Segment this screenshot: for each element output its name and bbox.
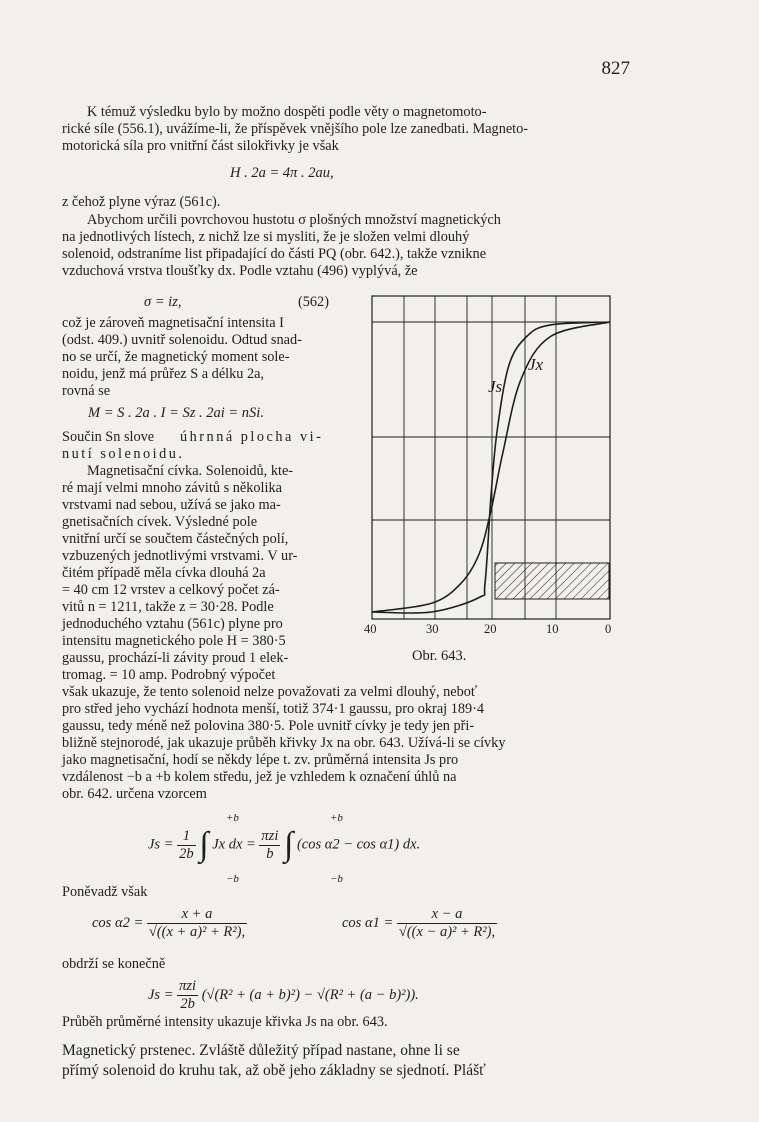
col-line: intensitu magnetického pole H = 380·5	[62, 633, 286, 649]
col-line: vzbuzených jednotlivými vrstvami. V ur-	[62, 548, 298, 564]
col-line: = 40 cm 12 vrstev a celkový počet zá-	[62, 582, 280, 598]
hatched-region	[495, 563, 609, 599]
col-line: no se určí, že magnetický moment sole-	[62, 349, 290, 365]
equation-m: M = S . 2a . I = Sz . 2ai = nSi.	[88, 405, 264, 421]
col-line: úhrnná plocha vi-	[180, 429, 324, 445]
equation-sigma: σ = iz,	[144, 294, 182, 310]
para1-line: rické síle (556.1), uvážíme-li, že příspěvek vnějšího pole lze zanedbati. Magneto-	[62, 121, 529, 137]
integrand-2: (cos α2 − cos α1) dx.	[296, 836, 421, 853]
para3-line: obr. 642. určena vzorcem	[62, 786, 207, 802]
tick-label: 0	[605, 622, 612, 636]
equation-h: H . 2a = 4π . 2au,	[230, 165, 334, 181]
col-line: vitů n = 1211, takže z = 30·28. Podle	[62, 599, 274, 615]
formula-js-lhs: Js =	[148, 836, 174, 853]
integral-upper-limit: +b	[226, 812, 239, 824]
para1-line: K témuž výsledku bylo by možno dospěti podle věty o magnetomoto-	[87, 104, 487, 120]
col-line: Magnetisační cívka. Solenoidů, kte-	[87, 463, 294, 479]
line-obdrzi: obdrží se konečně	[62, 956, 166, 972]
para1-line: motorická síla pro vnitřní část silokřivky je však	[62, 138, 339, 154]
para2-line: vzduchová vrstva tloušťky dx. Podle vztahu (496) vyplývá, že	[62, 263, 418, 279]
col-line: nutí solenoidu.	[62, 446, 185, 462]
integral-sign: ∫	[199, 826, 209, 863]
col-line: vrstvami nad sebou, užívá se jako ma-	[62, 497, 281, 513]
col-line: jednoduchého vztahu (561c) plyne pro	[62, 616, 283, 632]
col-line: vnitřní určí se součtem částečných polí,	[62, 531, 289, 547]
numerator: πzi	[261, 827, 279, 844]
integral-upper-limit: +b	[330, 812, 343, 824]
tick-label: 40	[364, 622, 377, 636]
fraction	[177, 828, 196, 863]
equation-ref-562: (562)	[298, 294, 329, 310]
final-lhs: Js =	[148, 986, 174, 1003]
formula-cos-alpha1	[342, 906, 497, 941]
page-number: 827	[601, 58, 630, 79]
tick-label: 30	[426, 622, 439, 636]
formula-final	[148, 978, 419, 1013]
curve-label-jx: Jx	[528, 355, 544, 374]
formula-cos-alpha2	[92, 906, 247, 941]
col-line: čitém případě měla cívka dlouhá 2a	[62, 565, 266, 581]
numerator: πzi	[179, 978, 197, 994]
tick-label: 10	[546, 622, 559, 636]
fraction	[397, 906, 497, 941]
col-line: ré mají velmi mnoho závitů s několika	[62, 480, 282, 496]
denominator: √((x − a)² + R²),	[398, 924, 496, 940]
numerator: x + a	[147, 906, 247, 924]
final-rest: (√(R² + (a + b)²) − √(R² + (a − b)²)).	[201, 986, 419, 1003]
integrand-1: Jx dx =	[212, 836, 256, 853]
col-line: noidu, jenž má průřez S a délku 2a,	[62, 366, 265, 382]
fraction	[147, 906, 247, 941]
formula-js	[148, 826, 420, 864]
numerator: 1	[177, 828, 196, 846]
tick-label: 20	[484, 622, 497, 636]
cos2-lhs: cos α2 =	[92, 914, 144, 931]
para3-line: gaussu, tedy méně než polovina 380·5. Pole uvnitř cívky je tedy jen při-	[62, 718, 475, 734]
denominator: 2b	[179, 845, 194, 862]
col-line: gnetisačních cívek. Výsledné pole	[62, 514, 258, 530]
denominator: √((x + a)² + R²),	[148, 924, 246, 940]
integral-lower-limit: −b	[330, 873, 343, 885]
col-line: tromag. = 10 amp. Podrobný výpočet	[62, 667, 276, 683]
para-prstenec-line: Magnetický prstenec. Zvláště důležitý případ nastane, ohne li se	[62, 1042, 460, 1059]
para3-line: pro střed jeho vychází hodnota menší, totiž 374·1 gaussu, pro okraj 189·4	[62, 701, 485, 717]
para3-line: bližně stejnorodé, jak ukazuje průběh křivky Jx na obr. 643. Užívá-li se cívky	[62, 735, 506, 751]
line-z-cehoz: z čehož plyne výraz (561c).	[62, 194, 221, 210]
para2-line: solenoid, odstraníme list připadající do části PQ (obr. 642.), takže vznikne	[62, 246, 487, 262]
numerator: x − a	[397, 906, 497, 924]
denominator: b	[266, 845, 274, 862]
integral-sign: ∫	[283, 826, 294, 863]
col-line: což je zároveň magnetisační intensita I	[62, 315, 284, 331]
col-line: (odst. 409.) uvnitř solenoidu. Odtud snad-	[62, 332, 302, 348]
curve-label-js: Js	[488, 377, 503, 396]
para2-line: na jednotlivých lístech, z nichž lze si mysliti, že je složen velmi dlouhý	[62, 229, 470, 245]
fraction	[177, 978, 198, 1013]
para3-line: jako magnetisační, hodí se někdy lépe t. zv. průměrná intensita Js pro	[62, 752, 459, 768]
cos1-lhs: cos α1 =	[342, 914, 394, 931]
line-ponevadz: Poněvadž však	[62, 884, 148, 900]
integral-lower-limit: −b	[226, 873, 239, 885]
para3-line: vzdálenost −b a +b kolem středu, jež je vzhledem k označení úhlů na	[62, 769, 457, 785]
para3-line: však ukazuje, že tento solenoid nelze považovati za velmi dlouhý, neboť	[62, 684, 478, 700]
para2-line: Abychom určili povrchovou hustotu σ plošných množství magnetických	[87, 212, 501, 228]
figure-caption: Obr. 643.	[412, 648, 467, 664]
line-prubeh: Průběh průměrné intensity ukazuje křivka Js na obr. 643.	[62, 1014, 388, 1030]
col-line: rovná se	[62, 383, 111, 399]
denominator: 2b	[180, 996, 195, 1012]
col-line: gaussu, prochází-li závity proud 1 elek-	[62, 650, 289, 666]
fraction	[259, 828, 280, 863]
col-line: Součin Sn slove	[62, 429, 155, 445]
para-prstenec-line: přímý solenoid do kruhu tak, až obě jeho základny se sjednotí. Plášť	[62, 1062, 486, 1079]
